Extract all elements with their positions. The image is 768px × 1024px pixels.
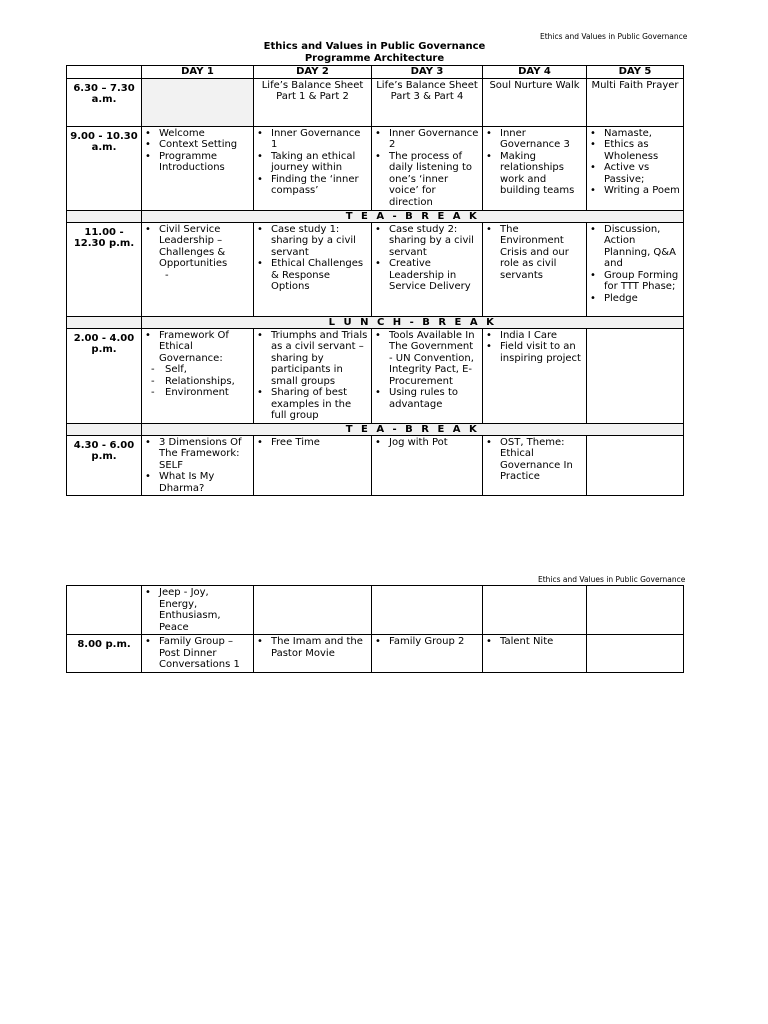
tea-break-label: T E A - B R E A K bbox=[142, 210, 684, 222]
bullet-list bbox=[257, 128, 368, 197]
bullet-list bbox=[145, 437, 250, 495]
list-item: • Inner Governance 3 bbox=[486, 128, 583, 151]
list-item: • Inner Governance 1 bbox=[257, 128, 368, 151]
bullet-list bbox=[257, 224, 368, 293]
schedule-cell bbox=[483, 586, 587, 635]
corner-cell bbox=[67, 66, 142, 79]
schedule-cell bbox=[587, 435, 684, 496]
list-item: • Family Group – Post Dinner Conversations 1 bbox=[145, 636, 250, 671]
schedule-cell bbox=[483, 635, 587, 673]
schedule-cell bbox=[372, 328, 483, 423]
running-header: Ethics and Values in Public Governance bbox=[540, 32, 688, 41]
schedule-cell bbox=[483, 222, 587, 316]
list-item: • Talent Nite bbox=[486, 636, 583, 648]
list-item: • Case study 1: sharing by a civil servant bbox=[257, 224, 368, 259]
schedule-cell bbox=[372, 126, 483, 210]
day-header: DAY 1 bbox=[142, 66, 254, 79]
list-item: • Finding the ‘inner compass’ bbox=[257, 174, 368, 197]
schedule-cell bbox=[254, 586, 372, 635]
list-item: • 3 Dimensions Of The Framework: SELF bbox=[145, 437, 250, 472]
bullet-list bbox=[145, 330, 250, 365]
list-item: • Jog with Pot bbox=[375, 437, 479, 449]
schedule-table bbox=[66, 65, 684, 496]
schedule-cell bbox=[483, 435, 587, 496]
schedule-row bbox=[67, 78, 684, 126]
day-header: DAY 2 bbox=[254, 66, 372, 79]
time-slot: 11.00 - 12.30 p.m. bbox=[67, 222, 142, 316]
bullet-list bbox=[486, 437, 583, 483]
day-header: DAY 5 bbox=[587, 66, 684, 79]
bullet-list bbox=[486, 636, 583, 648]
document-subtitle: Programme Architecture bbox=[304, 53, 445, 64]
schedule-cell bbox=[142, 586, 254, 635]
list-item: • Inner Governance 2 bbox=[375, 128, 479, 151]
schedule-cell bbox=[372, 435, 483, 496]
break-time-cell bbox=[67, 210, 142, 222]
list-item: • Free Time bbox=[257, 437, 368, 449]
schedule-cell: Life’s Balance Sheet Part 3 & Part 4 bbox=[372, 78, 483, 126]
list-item: • Using rules to advantage bbox=[375, 387, 479, 410]
list-item: • The Environment Crisis and our role as civil servants bbox=[486, 224, 583, 282]
break-row bbox=[67, 316, 684, 328]
time-slot: 8.00 p.m. bbox=[67, 635, 142, 673]
break-time-cell bbox=[67, 316, 142, 328]
list-item: • Making relationships work and building teams bbox=[486, 151, 583, 197]
list-item: • Active vs Passive; bbox=[590, 162, 680, 185]
schedule-cell bbox=[483, 126, 587, 210]
schedule-cell bbox=[587, 126, 684, 210]
bullet-list bbox=[145, 224, 250, 270]
schedule-row bbox=[67, 435, 684, 496]
day-header: DAY 4 bbox=[483, 66, 587, 79]
list-item: • Writing a Poem bbox=[590, 185, 680, 197]
schedule-cell bbox=[142, 635, 254, 673]
list-item: • Framework Of Ethical Governance: bbox=[145, 330, 250, 365]
list-item: • Context Setting bbox=[145, 139, 250, 151]
schedule-cell bbox=[372, 586, 483, 635]
list-item: • Creative Leadership in Service Delivery bbox=[375, 258, 479, 293]
bullet-list bbox=[257, 437, 368, 449]
schedule-cell bbox=[142, 78, 254, 126]
list-item: • Family Group 2 bbox=[375, 636, 479, 648]
list-item: • Taking an ethical journey within bbox=[257, 151, 368, 174]
schedule-table-continued bbox=[66, 585, 684, 673]
bullet-list bbox=[486, 330, 583, 365]
schedule-cell bbox=[372, 222, 483, 316]
bullet-list bbox=[375, 128, 479, 209]
bullet-list bbox=[145, 636, 250, 671]
time-slot: 6.30 – 7.30 a.m. bbox=[67, 78, 142, 126]
sub-list-item: - Relationships, bbox=[145, 376, 250, 388]
schedule-cell bbox=[483, 328, 587, 423]
document-title: Ethics and Values in Public Governance bbox=[263, 41, 486, 52]
bullet-list bbox=[590, 128, 680, 197]
schedule-cell bbox=[142, 435, 254, 496]
list-item: • Welcome bbox=[145, 128, 250, 140]
list-item: • Discussion, Action Planning, Q&A and bbox=[590, 224, 680, 270]
list-item: • Jeep - Joy, Energy, Enthusiasm, Peace bbox=[145, 587, 250, 633]
schedule-cell bbox=[587, 635, 684, 673]
bullet-list bbox=[375, 224, 479, 293]
list-item: • What Is My Dharma? bbox=[145, 471, 250, 494]
list-item: • Programme Introductions bbox=[145, 151, 250, 174]
list-item: • Field visit to an inspiring project bbox=[486, 341, 583, 364]
schedule-cell: Life’s Balance Sheet Part 1 & Part 2 bbox=[254, 78, 372, 126]
list-item: • Ethics as Wholeness bbox=[590, 139, 680, 162]
bullet-list bbox=[486, 224, 583, 282]
schedule-cell: Multi Faith Prayer bbox=[587, 78, 684, 126]
list-item: • India I Care bbox=[486, 330, 583, 342]
sub-list-item: - Self, bbox=[145, 364, 250, 376]
schedule-cell bbox=[587, 222, 684, 316]
break-row bbox=[67, 210, 684, 222]
schedule-cell bbox=[254, 126, 372, 210]
time-slot: 9.00 - 10.30 a.m. bbox=[67, 126, 142, 210]
running-header: Ethics and Values in Public Governance bbox=[538, 575, 686, 584]
time-slot: 4.30 - 6.00 p.m. bbox=[67, 435, 142, 496]
schedule-cell bbox=[254, 328, 372, 423]
schedule-row bbox=[67, 222, 684, 316]
list-item: • The Imam and the Pastor Movie bbox=[257, 636, 368, 659]
list-item: • Civil Service Leadership – Challenges & Opportunities bbox=[145, 224, 250, 270]
break-row bbox=[67, 423, 684, 435]
schedule-cell bbox=[142, 126, 254, 210]
list-item: • Triumphs and Trials as a civil servant – sharing by participants in small groups bbox=[257, 330, 368, 388]
list-item: • Sharing of best examples in the full group bbox=[257, 387, 368, 422]
schedule-cell bbox=[254, 435, 372, 496]
list-item: • Case study 2: sharing by a civil servant bbox=[375, 224, 479, 259]
schedule-row bbox=[67, 635, 684, 673]
bullet-list bbox=[145, 364, 250, 399]
dash-marker: - bbox=[165, 269, 169, 281]
day-header: DAY 3 bbox=[372, 66, 483, 79]
bullet-list bbox=[145, 587, 250, 633]
time-slot bbox=[67, 586, 142, 635]
schedule-cell bbox=[587, 586, 684, 635]
list-item: • Pledge bbox=[590, 293, 680, 305]
sub-list-item: - Environment bbox=[145, 387, 250, 399]
list-item: • Ethical Challenges & Response Options bbox=[257, 258, 368, 293]
break-time-cell bbox=[67, 423, 142, 435]
bullet-list bbox=[375, 636, 479, 648]
bullet-list bbox=[257, 636, 368, 659]
schedule-cell bbox=[142, 328, 254, 423]
schedule-row bbox=[67, 328, 684, 423]
list-item: • OST, Theme: Ethical Governance In Practice bbox=[486, 437, 583, 483]
bullet-list bbox=[257, 330, 368, 422]
bullet-list bbox=[375, 330, 479, 411]
schedule-cell bbox=[142, 222, 254, 316]
bullet-list bbox=[590, 224, 680, 305]
schedule-cell bbox=[372, 635, 483, 673]
list-item: • Tools Available In The Government - UN Convention, Integrity Pact, E-Procurement bbox=[375, 330, 479, 388]
schedule-cell bbox=[254, 222, 372, 316]
schedule-cell bbox=[254, 635, 372, 673]
list-item: • Group Forming for TTT Phase; bbox=[590, 270, 680, 293]
bullet-list bbox=[375, 437, 479, 449]
time-slot: 2.00 - 4.00 p.m. bbox=[67, 328, 142, 423]
bullet-list bbox=[486, 128, 583, 197]
schedule-cell: Soul Nurture Walk bbox=[483, 78, 587, 126]
day-header-row bbox=[67, 66, 684, 79]
schedule-row bbox=[67, 126, 684, 210]
lunch-break-label: L U N C H - B R E A K bbox=[142, 316, 684, 328]
schedule-row bbox=[67, 586, 684, 635]
bullet-list bbox=[145, 128, 250, 174]
list-item: • The process of daily listening to one’s ‘inner voice’ for direction bbox=[375, 151, 479, 209]
list-item: • Namaste, bbox=[590, 128, 680, 140]
tea-break-label: T E A - B R E A K bbox=[142, 423, 684, 435]
schedule-cell bbox=[587, 328, 684, 423]
